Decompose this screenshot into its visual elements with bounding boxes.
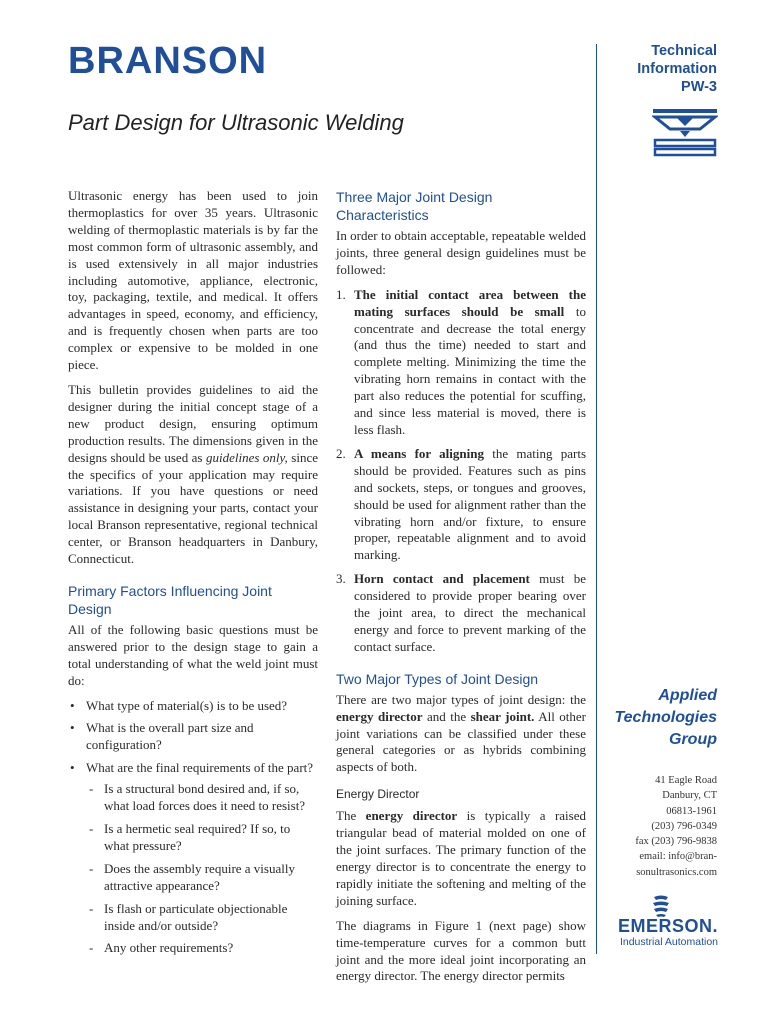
group-line-3: Group <box>669 731 717 748</box>
list-item: - Any other requirements? <box>86 940 318 957</box>
item-rest: the mating parts should be provided. Features such as pins and sockets, steps, or tongues and grooves, should be used for alignment rather than the vibrating horn and/or fixture, to ensure proper, repeatable alignment and to avoid marking. <box>354 445 586 563</box>
heading-energy-director: Energy Director <box>336 787 420 802</box>
two-types-paragraph <box>336 692 586 777</box>
address-block <box>600 773 717 880</box>
list-item <box>336 571 586 656</box>
list-item <box>336 446 586 564</box>
branson-weld-badge-icon <box>652 105 718 157</box>
left-column <box>68 188 318 963</box>
list-item: - Is a hermetic seal required? If so, to what pressure? <box>86 821 318 855</box>
item-bold: A means for aligning <box>354 445 484 461</box>
heading-three-characteristics: Three Major Joint Design Characteristics <box>336 189 493 223</box>
address-line: 41 Eagle Road <box>655 775 717 786</box>
sub-question-list <box>86 781 318 957</box>
address-line: 06813-1961 <box>666 805 717 817</box>
figure-paragraph: The diagrams in Figure 1 (next page) show time-temperature curves for a common butt joint and the more ideal joint incorporating an energy director. The energy director permits <box>336 917 586 984</box>
energy-director-term: energy director <box>365 808 458 824</box>
vertical-divider <box>596 44 597 954</box>
guidelines-emphasis: guidelines only, <box>205 449 288 465</box>
ed-text-a: The <box>336 808 366 824</box>
phone-line: (203) 796-0349 <box>651 820 717 832</box>
document-title: Part Design for Ultrasonic Welding <box>68 110 404 135</box>
guideline-list <box>336 287 586 656</box>
intro-paragraph: Ultrasonic energy has been used to join thermoplastics for over 35 years. Ultrasonic welding of thermoplastic materials is by far the most common form of ultrasonic assembly, and is used extensively in all major industries including automotive, appliance, electronic, toy, packaging, textile, and medical. It offers advantages in speed, economy, and efficiency, and is frequently chosen when parts are too complex or expensive to be molded in one piece. <box>68 188 318 373</box>
list-item <box>336 287 586 439</box>
list-item-text: What are the final requirements of the part? <box>86 760 314 776</box>
fax-line: fax (203) 796-9838 <box>635 836 717 848</box>
right-column <box>336 188 586 993</box>
list-item: • What type of material(s) is to be used? <box>68 698 318 715</box>
item-number: 1. <box>336 286 346 302</box>
item-bold: Horn contact and placement <box>354 571 530 587</box>
group-line-2: Technologies <box>614 709 717 726</box>
emerson-subtitle: Industrial Automation <box>619 936 718 948</box>
list-item: • What is the overall part size and configuration? <box>68 720 318 754</box>
email-line: sonultrasonics.com <box>636 866 717 878</box>
item-rest: to concentrate and decrease the total energy (and thus the time) needed to start and complete melting. Minimizing the time the vibrating horn remains in contact with the part also reduces the potential for scuffing, and since less material is moved, there is less flash. <box>354 303 586 437</box>
energy-director-term: energy director <box>336 708 423 724</box>
bulletin-text-a: This bulletin provides guidelines to aid the designer during the initial concept stage of a new product design, ensuring optimum production results. The dimensions given in the designs should be used as <box>68 381 318 465</box>
applied-technologies-group <box>600 685 717 751</box>
list-item: - Is a structural bond desired and, if so, what load forces does it need to resist? <box>86 781 318 815</box>
bulletin-text-b: since the specifics of your application may require variations. If you have questions or need assistance in designing your parts, contact your local Branson representative, regional technical center, or Branson headquarters in Danbury, Connecticut. <box>68 449 318 567</box>
group-line-1: Applied <box>658 687 717 704</box>
two-text-a: There are two major types of joint design: the <box>336 691 586 707</box>
heading-two-types: Two Major Types of Joint Design <box>336 670 539 687</box>
item-number: 2. <box>336 445 346 461</box>
ed-text-c: is typically a raised triangular bead of material molded on one of the joint surfaces. The primary function of the energy director is to concentrate the energy to rapidly initiate the softening and melting of the joining surface. <box>336 808 586 908</box>
tech-line-1: Technical <box>651 43 717 59</box>
item-rest: must be considered to provide proper bearing over the joint area, to direct the mechanical energy and force to prevent marking of the contact surface. <box>354 571 586 654</box>
shear-joint-term: shear joint. <box>470 708 535 724</box>
question-list <box>68 698 318 958</box>
item-bold: The initial contact area between the mating surfaces should be small <box>354 286 586 319</box>
list-item: - Does the assembly require a visually attractive appearance? <box>86 861 318 895</box>
primary-intro: All of the following basic questions must be answered prior to the design stage to gain a total understanding of what the weld joint must do: <box>68 621 318 688</box>
branson-logo: BRANSON <box>68 40 268 82</box>
two-text-c: and the <box>422 708 471 724</box>
email-line: email: info@bran- <box>639 851 717 863</box>
emerson-wordmark: EMERSON. <box>617 916 718 936</box>
energy-director-paragraph <box>336 808 586 909</box>
list-item: - Is flash or particulate objectionable inside and/or outside? <box>86 901 318 935</box>
bulletin-paragraph <box>68 382 318 568</box>
list-item <box>68 760 318 957</box>
heading-primary-factors: Primary Factors Influencing Joint Design <box>68 582 272 617</box>
three-intro: In order to obtain acceptable, repeatable welded joints, three general design guidelines must be followed: <box>336 228 586 277</box>
tech-line-3: PW-3 <box>681 79 717 95</box>
technical-info-label <box>604 42 717 96</box>
address-line: Danbury, CT <box>662 790 717 802</box>
item-number: 3. <box>336 571 346 587</box>
two-text-e: All other joint variations can be classified under these general categories or as hybrids combining aspects of both. <box>336 708 586 775</box>
tech-line-2: Information <box>637 61 717 77</box>
